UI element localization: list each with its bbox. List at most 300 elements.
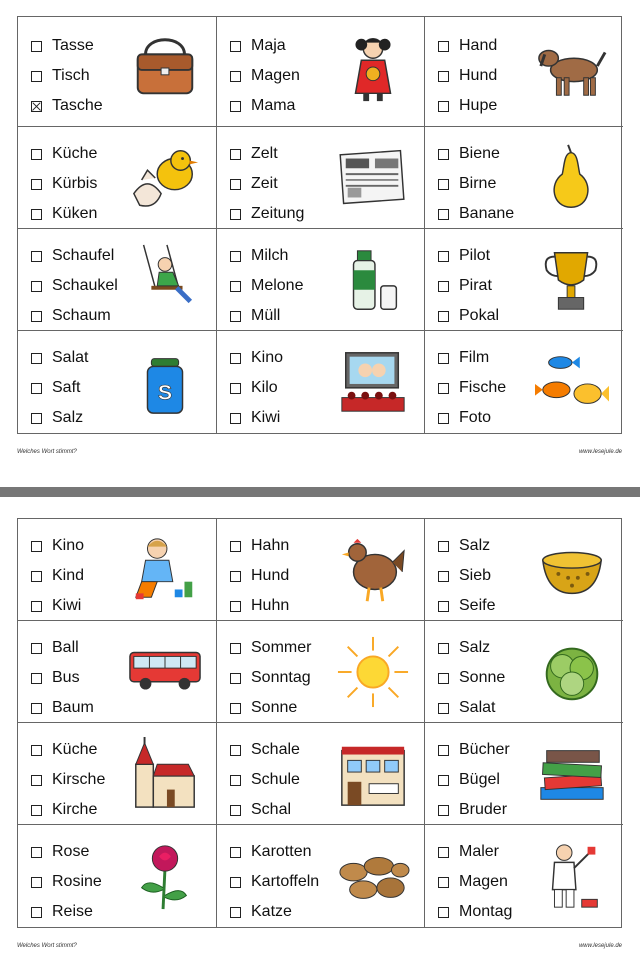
option-label: Saft bbox=[52, 379, 81, 396]
checkbox[interactable] bbox=[31, 311, 42, 322]
checkbox[interactable] bbox=[438, 71, 449, 82]
checkbox[interactable] bbox=[438, 775, 449, 786]
option-item[interactable] bbox=[438, 837, 512, 867]
word-card bbox=[18, 127, 217, 229]
option-list bbox=[230, 633, 311, 723]
option-list bbox=[31, 531, 84, 621]
checkbox[interactable] bbox=[230, 149, 241, 160]
option-list bbox=[31, 837, 102, 927]
word-card bbox=[18, 825, 217, 927]
word-card bbox=[425, 723, 623, 825]
checkbox[interactable] bbox=[438, 541, 449, 552]
option-label: Magen bbox=[251, 67, 300, 84]
checkbox[interactable] bbox=[230, 179, 241, 190]
option-label: Kino bbox=[52, 537, 85, 554]
page-divider bbox=[0, 487, 640, 497]
option-item[interactable] bbox=[230, 837, 319, 867]
option-label: Schaum bbox=[52, 307, 111, 324]
option-label: Kind bbox=[52, 567, 85, 584]
checkbox[interactable] bbox=[438, 805, 449, 816]
option-label: Biene bbox=[459, 145, 500, 162]
option-list bbox=[230, 139, 304, 229]
books-icon bbox=[535, 737, 609, 811]
footer bbox=[17, 943, 622, 949]
option-label: Mama bbox=[251, 97, 296, 114]
option-list bbox=[31, 633, 94, 723]
checkbox[interactable] bbox=[31, 643, 42, 654]
school-icon bbox=[336, 737, 410, 811]
option-label: Hand bbox=[459, 37, 498, 54]
pear-icon bbox=[535, 141, 609, 215]
option-label: Reise bbox=[52, 903, 93, 920]
footer-url: www.lesejule.de bbox=[578, 943, 622, 949]
checkbox[interactable] bbox=[438, 383, 449, 394]
checkbox[interactable] bbox=[438, 907, 449, 918]
option-item[interactable] bbox=[438, 735, 510, 765]
option-item[interactable] bbox=[31, 795, 105, 825]
option-label: Hahn bbox=[251, 537, 290, 554]
option-item[interactable] bbox=[31, 343, 88, 373]
option-label: Schaukel bbox=[52, 277, 118, 294]
checkbox[interactable] bbox=[438, 209, 449, 220]
option-item[interactable] bbox=[31, 897, 102, 927]
checkbox[interactable] bbox=[230, 209, 241, 220]
checkbox[interactable] bbox=[438, 149, 449, 160]
option-label: Birne bbox=[459, 175, 497, 192]
option-label: Kilo bbox=[251, 379, 278, 396]
checkbox[interactable] bbox=[438, 353, 449, 364]
option-label: Kirche bbox=[52, 801, 98, 818]
checkbox[interactable] bbox=[31, 41, 42, 52]
checkbox[interactable] bbox=[230, 775, 241, 786]
option-label: Müll bbox=[251, 307, 281, 324]
worksheet-1 bbox=[17, 16, 622, 455]
option-label: Bücher bbox=[459, 741, 510, 758]
option-label: Bus bbox=[52, 669, 80, 686]
option-list bbox=[31, 31, 103, 121]
checkbox[interactable] bbox=[438, 179, 449, 190]
word-card bbox=[18, 621, 217, 723]
option-item[interactable] bbox=[230, 765, 300, 795]
option-item[interactable] bbox=[438, 199, 514, 229]
checkbox[interactable] bbox=[31, 601, 42, 612]
option-label: Magen bbox=[459, 873, 508, 890]
option-item[interactable] bbox=[31, 31, 103, 61]
option-label: Kartoffeln bbox=[251, 873, 320, 890]
option-label: Kürbis bbox=[52, 175, 98, 192]
cinema-icon bbox=[336, 345, 410, 419]
checkbox[interactable] bbox=[230, 413, 241, 424]
option-item[interactable] bbox=[230, 139, 304, 169]
footer-title: Welches Wort stimmt? bbox=[17, 449, 77, 455]
checkbox[interactable] bbox=[31, 281, 42, 292]
option-list bbox=[230, 241, 303, 331]
church-icon bbox=[128, 737, 202, 811]
checkbox[interactable] bbox=[230, 251, 241, 262]
word-card bbox=[425, 331, 623, 433]
option-item[interactable] bbox=[31, 633, 94, 663]
girl-icon bbox=[336, 31, 410, 105]
option-label: Pirat bbox=[459, 277, 492, 294]
dog-icon bbox=[535, 31, 609, 105]
option-item[interactable] bbox=[31, 693, 94, 723]
option-list bbox=[31, 343, 88, 433]
word-card bbox=[217, 127, 425, 229]
option-list bbox=[438, 531, 495, 621]
option-item[interactable] bbox=[230, 693, 311, 723]
option-label: Sonntag bbox=[251, 669, 311, 686]
option-label: Film bbox=[459, 349, 490, 366]
svg-text:S: S bbox=[157, 380, 173, 405]
checkbox[interactable] bbox=[31, 847, 42, 858]
checkbox[interactable] bbox=[230, 643, 241, 654]
newspaper-icon bbox=[336, 141, 410, 215]
footer-url: www.lesejule.de bbox=[578, 449, 622, 455]
option-label: Rose bbox=[52, 843, 90, 860]
checkbox[interactable] bbox=[438, 41, 449, 52]
option-item[interactable] bbox=[31, 735, 105, 765]
option-list bbox=[31, 241, 118, 331]
word-grid bbox=[17, 16, 622, 434]
word-card bbox=[217, 723, 425, 825]
checkbox[interactable] bbox=[438, 847, 449, 858]
option-label: Pilot bbox=[459, 247, 491, 264]
word-card bbox=[18, 331, 217, 433]
option-item[interactable] bbox=[31, 561, 84, 591]
option-label: Tisch bbox=[52, 67, 90, 84]
option-label: Katze bbox=[251, 903, 292, 920]
option-label: Fische bbox=[459, 379, 507, 396]
option-label: Kino bbox=[251, 349, 284, 366]
option-label: Banane bbox=[459, 205, 515, 222]
option-label: Montag bbox=[459, 903, 513, 920]
option-label: Maja bbox=[251, 37, 286, 54]
option-list bbox=[438, 241, 499, 331]
option-label: Schule bbox=[251, 771, 300, 788]
option-label: Rosine bbox=[52, 873, 102, 890]
checkbox[interactable] bbox=[438, 877, 449, 888]
option-label: Schaufel bbox=[52, 247, 115, 264]
option-label: Sieb bbox=[459, 567, 492, 584]
option-label: Huhn bbox=[251, 597, 290, 614]
checkbox[interactable] bbox=[230, 673, 241, 684]
word-card bbox=[18, 519, 217, 621]
option-item[interactable] bbox=[31, 403, 88, 433]
checkbox-checked[interactable] bbox=[31, 101, 42, 112]
option-item[interactable] bbox=[230, 241, 303, 271]
option-item[interactable] bbox=[230, 91, 300, 121]
word-card bbox=[425, 17, 623, 127]
checkbox[interactable] bbox=[438, 571, 449, 582]
option-label: Baum bbox=[52, 699, 94, 716]
checkbox[interactable] bbox=[438, 101, 449, 112]
word-card bbox=[425, 621, 623, 723]
checkbox[interactable] bbox=[230, 877, 241, 888]
option-list bbox=[438, 343, 506, 433]
checkbox[interactable] bbox=[230, 101, 241, 112]
option-item[interactable] bbox=[31, 373, 88, 403]
sieve-icon bbox=[535, 533, 609, 607]
option-item[interactable] bbox=[438, 91, 497, 121]
option-item[interactable] bbox=[230, 591, 289, 621]
option-item[interactable] bbox=[31, 169, 97, 199]
option-item[interactable] bbox=[230, 897, 319, 927]
checkbox[interactable] bbox=[31, 71, 42, 82]
checkbox[interactable] bbox=[31, 745, 42, 756]
option-item[interactable] bbox=[438, 531, 495, 561]
option-item[interactable] bbox=[230, 633, 311, 663]
option-label: Schale bbox=[251, 741, 300, 758]
option-list bbox=[438, 837, 512, 927]
checkbox[interactable] bbox=[31, 353, 42, 364]
checkbox[interactable] bbox=[31, 907, 42, 918]
checkbox[interactable] bbox=[31, 209, 42, 220]
option-item[interactable] bbox=[31, 91, 103, 121]
checkbox[interactable] bbox=[230, 311, 241, 322]
hen-icon bbox=[336, 533, 410, 607]
checkbox[interactable] bbox=[31, 383, 42, 394]
checkbox[interactable] bbox=[230, 703, 241, 714]
option-label: Pokal bbox=[459, 307, 500, 324]
checkbox[interactable] bbox=[31, 541, 42, 552]
option-label: Kiwi bbox=[251, 409, 281, 426]
checkbox[interactable] bbox=[31, 179, 42, 190]
option-item[interactable] bbox=[31, 765, 105, 795]
option-list bbox=[438, 139, 514, 229]
option-item[interactable] bbox=[438, 561, 495, 591]
option-item[interactable] bbox=[31, 241, 118, 271]
option-item[interactable] bbox=[438, 795, 510, 825]
option-item[interactable] bbox=[438, 139, 514, 169]
option-label: Bügel bbox=[459, 771, 500, 788]
option-item[interactable] bbox=[230, 373, 283, 403]
option-label: Milch bbox=[251, 247, 289, 264]
potatoes-icon bbox=[336, 839, 410, 913]
option-item[interactable] bbox=[438, 663, 505, 693]
word-card bbox=[217, 229, 425, 331]
option-item[interactable] bbox=[31, 61, 103, 91]
option-label: Kirsche bbox=[52, 771, 106, 788]
worksheet-2 bbox=[17, 518, 622, 949]
fish-icon bbox=[535, 345, 609, 419]
word-card bbox=[217, 621, 425, 723]
option-item[interactable] bbox=[230, 735, 300, 765]
option-list bbox=[438, 633, 505, 723]
option-item[interactable] bbox=[230, 169, 304, 199]
option-label: Sonne bbox=[459, 669, 506, 686]
option-label: Küken bbox=[52, 205, 98, 222]
option-item[interactable] bbox=[31, 867, 102, 897]
checkbox[interactable] bbox=[438, 673, 449, 684]
option-item[interactable] bbox=[438, 693, 505, 723]
checkbox[interactable] bbox=[31, 251, 42, 262]
option-label: Hund bbox=[251, 567, 290, 584]
checkbox[interactable] bbox=[438, 703, 449, 714]
checkbox[interactable] bbox=[230, 541, 241, 552]
checkbox[interactable] bbox=[230, 571, 241, 582]
checkbox[interactable] bbox=[438, 601, 449, 612]
checkbox[interactable] bbox=[230, 41, 241, 52]
checkbox[interactable] bbox=[31, 805, 42, 816]
word-card bbox=[425, 127, 623, 229]
checkbox[interactable] bbox=[230, 847, 241, 858]
checkbox[interactable] bbox=[230, 281, 241, 292]
option-label: Zeit bbox=[251, 175, 278, 192]
option-item[interactable] bbox=[230, 199, 304, 229]
option-label: Küche bbox=[52, 145, 98, 162]
option-item[interactable] bbox=[31, 139, 97, 169]
lettuce-icon bbox=[535, 635, 609, 709]
option-item[interactable] bbox=[438, 373, 506, 403]
option-item[interactable] bbox=[230, 31, 300, 61]
word-card bbox=[18, 17, 217, 127]
option-label: Seife bbox=[459, 597, 496, 614]
option-label: Küche bbox=[52, 741, 98, 758]
checkbox[interactable] bbox=[438, 745, 449, 756]
option-label: Salz bbox=[52, 409, 84, 426]
option-item[interactable] bbox=[438, 301, 499, 331]
checkbox[interactable] bbox=[31, 673, 42, 684]
checkbox[interactable] bbox=[31, 149, 42, 160]
word-card bbox=[425, 229, 623, 331]
option-label: Bruder bbox=[459, 801, 508, 818]
option-label: Maler bbox=[459, 843, 500, 860]
option-label: Salat bbox=[459, 699, 496, 716]
option-item[interactable] bbox=[438, 61, 497, 91]
sun-icon bbox=[336, 635, 410, 709]
word-card bbox=[425, 825, 623, 927]
option-list bbox=[230, 343, 283, 433]
footer-title: Welches Wort stimmt? bbox=[17, 943, 77, 949]
checkbox[interactable] bbox=[230, 383, 241, 394]
option-item[interactable] bbox=[230, 561, 289, 591]
option-item[interactable] bbox=[438, 31, 497, 61]
option-label: Melone bbox=[251, 277, 304, 294]
word-card bbox=[217, 17, 425, 127]
checkbox[interactable] bbox=[230, 353, 241, 364]
option-item[interactable] bbox=[31, 199, 97, 229]
checkbox[interactable] bbox=[31, 413, 42, 424]
option-label: Salz bbox=[459, 537, 491, 554]
option-label: Hupe bbox=[459, 97, 498, 114]
option-item[interactable] bbox=[230, 663, 311, 693]
option-item[interactable] bbox=[31, 301, 118, 331]
option-item[interactable] bbox=[230, 343, 283, 373]
option-label: Zeitung bbox=[251, 205, 305, 222]
option-list bbox=[31, 735, 105, 825]
option-item[interactable] bbox=[230, 61, 300, 91]
option-item[interactable] bbox=[230, 531, 289, 561]
option-label: Ball bbox=[52, 639, 79, 656]
trophy-icon bbox=[535, 243, 609, 317]
option-item[interactable] bbox=[230, 301, 303, 331]
option-label: Tasse bbox=[52, 37, 94, 54]
option-label: Hund bbox=[459, 67, 498, 84]
checkbox[interactable] bbox=[438, 251, 449, 262]
word-grid bbox=[17, 518, 622, 928]
option-item[interactable] bbox=[438, 271, 499, 301]
option-label: Salat bbox=[52, 349, 89, 366]
word-card bbox=[18, 229, 217, 331]
option-item[interactable] bbox=[230, 403, 283, 433]
checkbox[interactable] bbox=[438, 643, 449, 654]
footer bbox=[17, 449, 622, 455]
option-item[interactable] bbox=[230, 795, 300, 825]
bag-icon bbox=[128, 31, 202, 105]
checkbox[interactable] bbox=[31, 571, 42, 582]
rose-icon bbox=[128, 839, 202, 913]
option-item[interactable] bbox=[438, 169, 514, 199]
option-item[interactable] bbox=[438, 633, 505, 663]
option-item[interactable] bbox=[31, 271, 118, 301]
option-item[interactable] bbox=[31, 663, 94, 693]
option-item[interactable] bbox=[438, 343, 506, 373]
option-item[interactable] bbox=[438, 591, 495, 621]
option-item[interactable] bbox=[31, 591, 84, 621]
option-label: Sommer bbox=[251, 639, 312, 656]
option-label: Kiwi bbox=[52, 597, 82, 614]
painter-icon bbox=[535, 839, 609, 913]
option-label: Zelt bbox=[251, 145, 278, 162]
option-list bbox=[230, 31, 300, 121]
option-item[interactable] bbox=[230, 867, 319, 897]
checkbox[interactable] bbox=[31, 703, 42, 714]
option-list bbox=[230, 735, 300, 825]
option-label: Tasche bbox=[52, 97, 103, 114]
checkbox[interactable] bbox=[438, 281, 449, 292]
option-item[interactable] bbox=[230, 271, 303, 301]
option-label: Sonne bbox=[251, 699, 298, 716]
option-label: Foto bbox=[459, 409, 492, 426]
swing-icon bbox=[128, 243, 202, 317]
checkbox[interactable] bbox=[438, 311, 449, 322]
word-card bbox=[217, 331, 425, 433]
bus-icon bbox=[128, 635, 202, 709]
child-icon bbox=[128, 533, 202, 607]
checkbox[interactable] bbox=[31, 877, 42, 888]
word-card bbox=[425, 519, 623, 621]
option-label: Karotten bbox=[251, 843, 312, 860]
checkbox[interactable] bbox=[230, 71, 241, 82]
option-list bbox=[230, 531, 289, 621]
option-item[interactable] bbox=[438, 765, 510, 795]
option-item[interactable] bbox=[438, 897, 512, 927]
option-list bbox=[230, 837, 319, 927]
checkbox[interactable] bbox=[230, 805, 241, 816]
checkbox[interactable] bbox=[438, 413, 449, 424]
salt-icon bbox=[128, 345, 202, 419]
option-item[interactable] bbox=[438, 241, 499, 271]
option-item[interactable] bbox=[31, 837, 102, 867]
checkbox[interactable] bbox=[230, 745, 241, 756]
option-list bbox=[438, 31, 497, 121]
option-item[interactable] bbox=[438, 403, 506, 433]
option-item[interactable] bbox=[31, 531, 84, 561]
checkbox[interactable] bbox=[230, 907, 241, 918]
option-list bbox=[438, 735, 510, 825]
option-item[interactable] bbox=[438, 867, 512, 897]
checkbox[interactable] bbox=[230, 601, 241, 612]
option-label: Schal bbox=[251, 801, 292, 818]
option-label: Salz bbox=[459, 639, 491, 656]
word-card bbox=[217, 519, 425, 621]
word-card bbox=[217, 825, 425, 927]
checkbox[interactable] bbox=[31, 775, 42, 786]
word-card bbox=[18, 723, 217, 825]
chick-icon bbox=[128, 141, 202, 215]
milk-icon bbox=[336, 243, 410, 317]
option-list bbox=[31, 139, 97, 229]
